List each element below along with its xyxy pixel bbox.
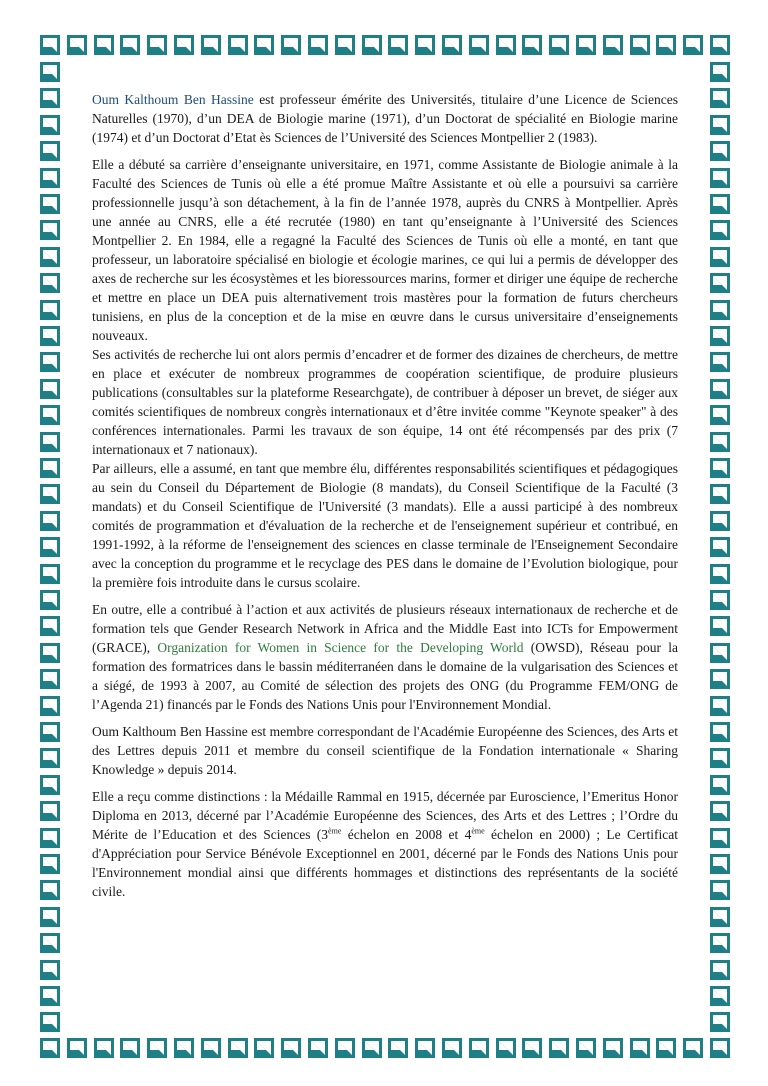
square-arrow-icon <box>603 1038 623 1058</box>
square-arrow-icon <box>710 168 730 188</box>
square-arrow-icon <box>710 326 730 346</box>
square-arrow-icon <box>40 273 60 293</box>
square-arrow-icon <box>40 62 60 82</box>
paragraph-responsibilities: Par ailleurs, elle a assumé, en tant que membre élu, différentes responsabilités scientifiques et pédagogiques au sein du Conseil du Département de Biologie (8 mandats), du Conseil Scientifique de la Faculté (3 mandats) et du Conseil Scientifique de l'Université (3 mandats). Elle a aussi participé à des nombreux comités de programmation et d'évaluation de la recherche et de l'enseignement supérieur et contribué, en 1991-1992, à la réforme de l'enseignement des sciences en classe terminale de l'Enseignement Secondaire avec la conception du programme et le recyclage des PES dans le domaine de l’Evolution biologique, pour la première fois introduite dans le cursus scolaire. <box>92 461 678 590</box>
square-arrow-icon <box>228 1038 248 1058</box>
paragraph-networks: En outre, elle a contribué à l’action et aux activités de plusieurs réseaux internationaux de recherche et de formation tels que Gender Research Network in Africa and the Middle East into ICTs for Empowerment (GRACE), Organization for Women in Science for the Developing World (OWSD), Réseau pour la formation des formatrices dans le bassin méditerranéen dans le domaine de la vulgarisation des Sciences et a siégé, de 1993 à 2007, au Comité de sélection des projets des ONG (du Programme FEM/ONG de l’Agenda 21) financés par le Fonds des Nations Unis pour l'Environnement Mondial. <box>92 602 678 712</box>
square-arrow-icon <box>201 1038 221 1058</box>
square-arrow-icon <box>710 1012 730 1032</box>
square-arrow-icon <box>442 35 462 55</box>
square-arrow-icon <box>40 960 60 980</box>
square-arrow-icon <box>710 300 730 320</box>
square-arrow-icon <box>710 960 730 980</box>
square-arrow-icon <box>40 326 60 346</box>
square-arrow-icon <box>147 1038 167 1058</box>
square-arrow-icon <box>710 88 730 108</box>
square-arrow-icon <box>710 722 730 742</box>
square-arrow-icon <box>388 1038 408 1058</box>
square-arrow-icon <box>335 1038 355 1058</box>
square-arrow-icon <box>40 590 60 610</box>
square-arrow-icon <box>40 907 60 927</box>
square-arrow-icon <box>469 35 489 55</box>
square-arrow-icon <box>40 484 60 504</box>
square-arrow-icon <box>710 511 730 531</box>
square-arrow-icon <box>228 35 248 55</box>
square-arrow-icon <box>710 220 730 240</box>
square-arrow-icon <box>710 828 730 848</box>
square-arrow-icon <box>710 696 730 716</box>
square-arrow-icon <box>94 1038 114 1058</box>
square-arrow-icon <box>40 141 60 161</box>
square-arrow-icon <box>710 405 730 425</box>
square-arrow-icon <box>710 194 730 214</box>
square-arrow-icon <box>40 801 60 821</box>
square-arrow-icon <box>308 1038 328 1058</box>
square-arrow-icon <box>710 379 730 399</box>
square-arrow-icon <box>710 907 730 927</box>
square-arrow-icon <box>40 696 60 716</box>
square-arrow-icon <box>469 1038 489 1058</box>
square-arrow-icon <box>40 247 60 267</box>
square-arrow-icon <box>335 35 355 55</box>
square-arrow-icon <box>40 722 60 742</box>
square-arrow-icon <box>362 1038 382 1058</box>
square-arrow-icon <box>40 564 60 584</box>
square-arrow-icon <box>710 458 730 478</box>
paragraph-career: Elle a débuté sa carrière d’enseignante universitaire, en 1971, comme Assistante de Biologie animale à la Faculté des Sciences de Tunis où elle a été promue Maître Assistante et où elle a poursuivi sa carrière professionnelle jusqu’à son détachement, à la fin de l’année 1978, auprès du CNRS à Montpellier. Après une année au CNRS, elle a été recrutée (1980) en tant qu’enseignante à l’Université des Sciences Montpellier 2. En 1984, elle a regagné la Faculté des Sciences de Tunis où elle a monté, en tant que professeur, un laboratoire spécialisé en biologie et écologie marines, ce qui lui a permis de développer des axes de recherche sur les écosystèmes et les bioressources marins, former et diriger une équipe de recherche et mettre en place un DEA puis alternativement trois mastères pour la formation de futurs chercheurs tunisiens, en plus de la conception et de la mise en œuvre dans le cursus universitaire d’enseignements nouveaux. <box>92 157 678 343</box>
square-arrow-icon <box>710 590 730 610</box>
square-arrow-icon <box>40 458 60 478</box>
square-arrow-icon <box>415 1038 435 1058</box>
square-arrow-icon <box>710 273 730 293</box>
square-arrow-icon <box>630 35 650 55</box>
square-arrow-icon <box>40 35 60 55</box>
square-arrow-icon <box>603 35 623 55</box>
square-arrow-icon <box>710 247 730 267</box>
square-arrow-icon <box>549 1038 569 1058</box>
square-arrow-icon <box>174 35 194 55</box>
square-arrow-icon <box>710 880 730 900</box>
square-arrow-icon <box>710 643 730 663</box>
paragraph-memberships: Oum Kalthoum Ben Hassine est membre correspondant de l'Académie Européenne des Sciences, des Arts et des Lettres depuis 2011 et membre du conseil scientifique de la Fondation internationale « Sharing Knowledge » depuis 2014. <box>92 724 678 777</box>
square-arrow-icon <box>710 933 730 953</box>
square-arrow-icon <box>67 1038 87 1058</box>
square-arrow-icon <box>576 35 596 55</box>
square-arrow-icon <box>496 1038 516 1058</box>
square-arrow-icon <box>40 775 60 795</box>
square-arrow-icon <box>710 564 730 584</box>
square-arrow-icon <box>120 35 140 55</box>
square-arrow-icon <box>710 748 730 768</box>
square-arrow-icon <box>40 300 60 320</box>
square-arrow-icon <box>40 669 60 689</box>
square-arrow-icon <box>710 854 730 874</box>
square-arrow-icon <box>67 35 87 55</box>
square-arrow-icon <box>683 1038 703 1058</box>
square-arrow-icon <box>308 35 328 55</box>
paragraph-education: Oum Kalthoum Ben Hassine est professeur émérite des Universités, titulaire d’une Licence de Sciences Naturelles (1970), d’un DEA de Biologie marine (1971), d’un Doctorat de spécialité en Biologie marine (1974) et d’un Doctorat d’Etat ès Sciences de l’Université des Sciences Montpellier 2 (1983). <box>92 92 678 145</box>
square-arrow-icon <box>40 828 60 848</box>
square-arrow-icon <box>656 35 676 55</box>
square-arrow-icon <box>710 35 730 55</box>
square-arrow-icon <box>40 1038 60 1058</box>
square-arrow-icon <box>40 748 60 768</box>
square-arrow-icon <box>710 115 730 135</box>
square-arrow-icon <box>549 35 569 55</box>
square-arrow-icon <box>94 35 114 55</box>
square-arrow-icon <box>442 1038 462 1058</box>
person-name: Oum Kalthoum Ben Hassine <box>92 92 254 107</box>
square-arrow-icon <box>710 484 730 504</box>
square-arrow-icon <box>362 35 382 55</box>
square-arrow-icon <box>281 35 301 55</box>
square-arrow-icon <box>656 1038 676 1058</box>
square-arrow-icon <box>40 537 60 557</box>
square-arrow-icon <box>710 352 730 372</box>
square-arrow-icon <box>40 511 60 531</box>
square-arrow-icon <box>496 35 516 55</box>
square-arrow-icon <box>710 141 730 161</box>
square-arrow-icon <box>201 35 221 55</box>
square-arrow-icon <box>40 115 60 135</box>
square-arrow-icon <box>415 35 435 55</box>
square-arrow-icon <box>40 616 60 636</box>
square-arrow-icon <box>40 220 60 240</box>
square-arrow-icon <box>174 1038 194 1058</box>
square-arrow-icon <box>40 880 60 900</box>
paragraph-research: Ses activités de recherche lui ont alors permis d’encadrer et de former des dizaines de chercheurs, de mettre en place et exécuter de nombreux programmes de coopération scientifique, de produire plusieurs publications (consultables sur la plateforme Researchgate), de contribuer à déposer un brevet, de siéger aux comités scientifiques de nombreux congrès internationaux et d’être invitée comme "Keynote speaker" à des conférences internationales. Parmi les travaux de son équipe, 14 ont été récompensés par des prix (7 internationaux et 7 nationaux). <box>92 347 678 457</box>
square-arrow-icon <box>710 1038 730 1058</box>
square-arrow-icon <box>147 35 167 55</box>
square-arrow-icon <box>40 352 60 372</box>
square-arrow-icon <box>40 405 60 425</box>
square-arrow-icon <box>710 986 730 1006</box>
square-arrow-icon <box>254 1038 274 1058</box>
square-arrow-icon <box>576 1038 596 1058</box>
square-arrow-icon <box>40 194 60 214</box>
square-arrow-icon <box>40 168 60 188</box>
paragraph-distinctions: Elle a reçu comme distinctions : la Médaille Rammal en 1915, décernée par Euroscience, l’Emeritus Honor Diploma en 2013, décerné par l’Académie Européenne des Sciences, des Arts et des Lettres ; l’Ordre du Mérite de l’Education et des Sciences (3ème échelon en 2008 et 4ème échelon en 2000) ; Le Certificat d'Appréciation pour Service Bénévole Exceptionnel en 2001, décerné par le Fonds des Nations Unis pour l'Environnement mondial ainsi que différents hommages et distinctions des représentants de la société civile. <box>92 789 678 899</box>
square-arrow-icon <box>710 669 730 689</box>
square-arrow-icon <box>710 801 730 821</box>
square-arrow-icon <box>710 62 730 82</box>
owsd-link-text: Organization for Women in Science for the Developing World <box>157 640 524 655</box>
square-arrow-icon <box>522 35 542 55</box>
square-arrow-icon <box>120 1038 140 1058</box>
square-arrow-icon <box>40 986 60 1006</box>
square-arrow-icon <box>40 643 60 663</box>
square-arrow-icon <box>710 616 730 636</box>
square-arrow-icon <box>40 379 60 399</box>
square-arrow-icon <box>388 35 408 55</box>
square-arrow-icon <box>254 35 274 55</box>
square-arrow-icon <box>40 88 60 108</box>
square-arrow-icon <box>710 775 730 795</box>
square-arrow-icon <box>683 35 703 55</box>
square-arrow-icon <box>710 537 730 557</box>
square-arrow-icon <box>630 1038 650 1058</box>
square-arrow-icon <box>40 1012 60 1032</box>
square-arrow-icon <box>40 432 60 452</box>
square-arrow-icon <box>522 1038 542 1058</box>
biography-text <box>92 90 678 909</box>
square-arrow-icon <box>281 1038 301 1058</box>
square-arrow-icon <box>40 854 60 874</box>
square-arrow-icon <box>40 933 60 953</box>
square-arrow-icon <box>710 432 730 452</box>
